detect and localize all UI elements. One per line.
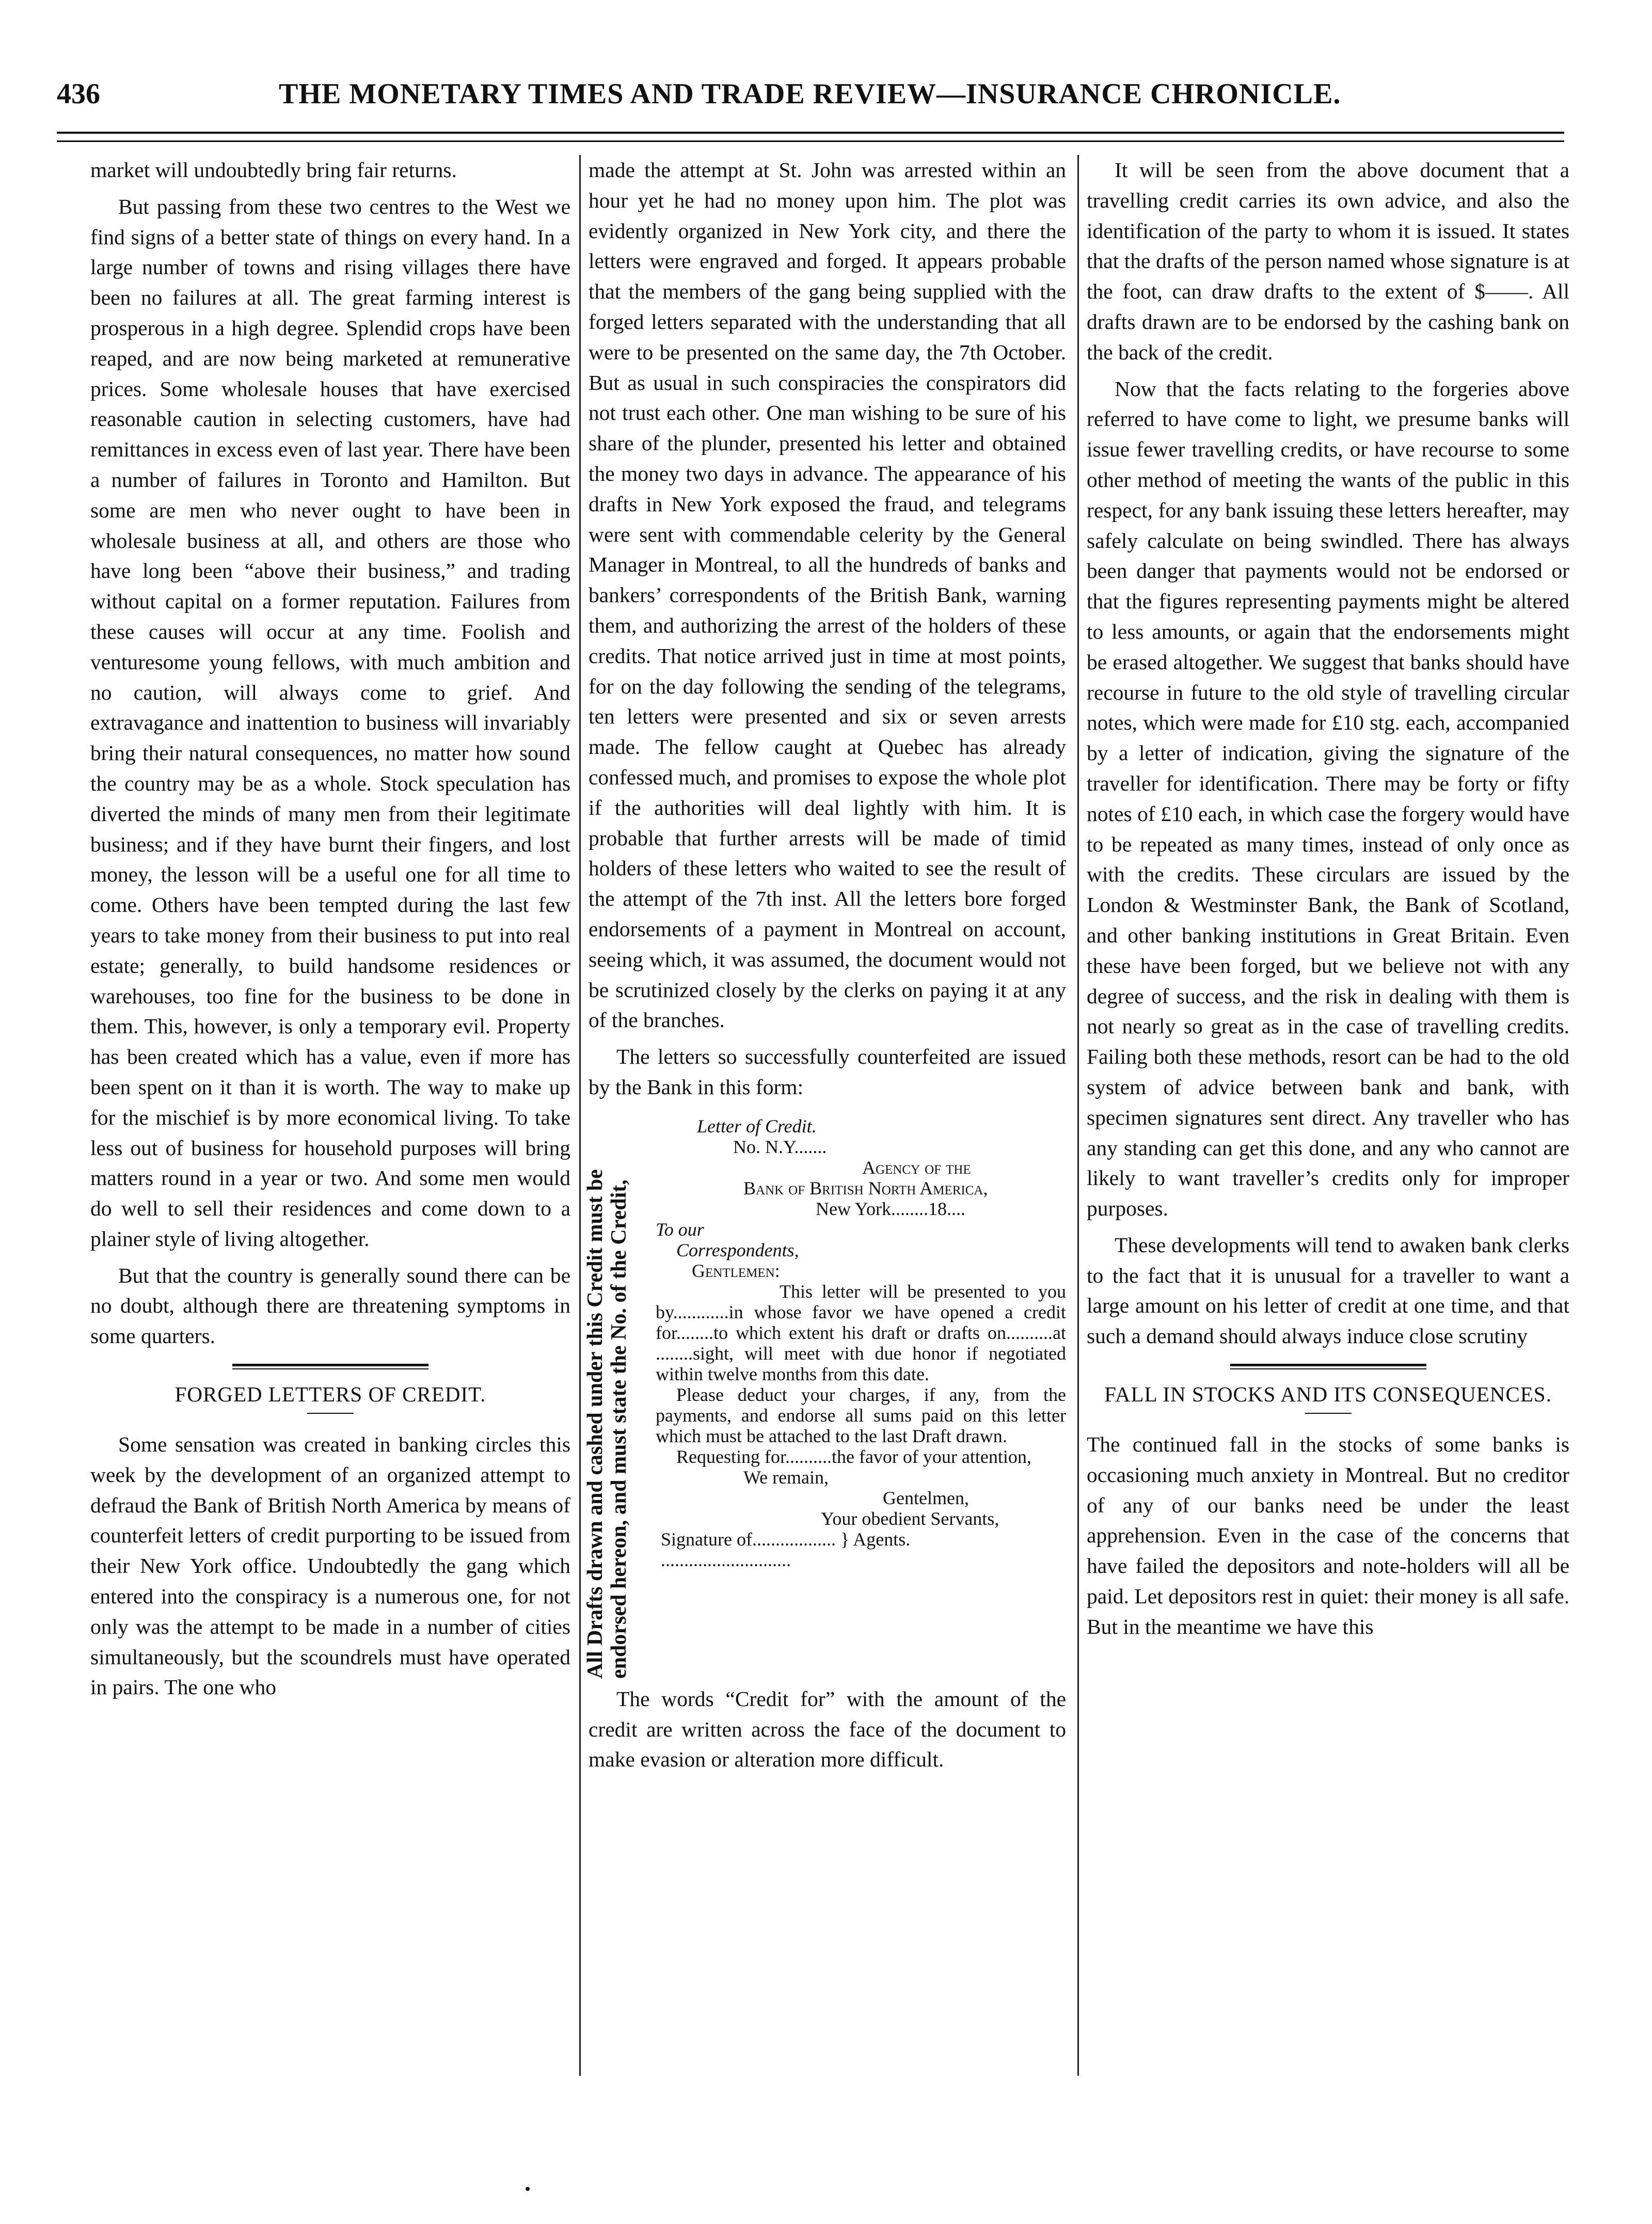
paragraph: These developments will tend to awaken bank clerks to the fact that it is unusual for a traveller to want a large amount on his letter of credit at one time, and that such a demand should always induce close scrutiny (1087, 1233, 1569, 1348)
article-heading: FALL IN STOCKS AND ITS CONSEQUENCES. (1104, 1382, 1552, 1407)
paragraph: Some sensation was created in banking circles this week by the development of an organized attempt to defraud the Bank of British North America by means of counterfeit letters of credit purporting to be issued from their New York office. Undoubtedly the gang which entered into the conspiracy is a numerous one, for not only was the attempt to be made in a number of cities simultaneously, but the scoundrels must have operated in pairs. The one who (90, 1432, 570, 1699)
form-agents-label: } Agents. (840, 1528, 911, 1550)
form-agency: Agency of the (862, 1157, 971, 1178)
column-2 (583, 155, 1066, 2076)
letter-of-credit-form (583, 1115, 1066, 1684)
form-closing: Your obedient Servants, (821, 1508, 999, 1529)
paragraph: It will be seen from the above document that a travelling credit carries its own advice, and also the identification of the party to whom it is issued. It states that the drafts of the person named whose signature is at the foot, can draw drafts to the extent of $——. All drafts drawn are to be endorsed by the cashing bank on the back of the credit. (1087, 158, 1569, 364)
form-paragraph: This letter will be presented to you by............in whose favor we have opened a credit for........to which extent his draft or drafts on..........at ........sight, will meet with due honor if negotiated within twelve months from this date. (656, 1281, 1066, 1384)
header-rule-thin (57, 140, 1564, 142)
form-signature-dots: ............................ (661, 1549, 791, 1570)
paragraph: The continued fall in the stocks of some banks is occasioning much anxiety in Montreal. But no creditor of any of our banks need be under the least apprehension. Even in the case of the concerns that have failed the depositors and note-holders will all be paid. Let depositors rest in quiet: their money is all safe. But in the meantime we have this (1087, 1432, 1569, 1638)
header-rule (57, 132, 1564, 134)
paragraph: But passing from these two centres to the West we find signs of a better state of things on every hand. In a large number of towns and rising villages there have been no failures at all. The great farming interest is prosperous in a high degree. Splendid crops have been reaped, and are now being marketed at remunerative prices. Some wholesale houses that have exercised reasonable caution in selecting customers, have had remittances in excess even of last year. There have been a number of failures in Toronto and Hamilton. But some are men who never ought to have been in wholesale business at all, and others are those who have long been “above their business,” and trading without capital on a former reputation. Failures from these causes will occur at any time. Foolish and venturesome young fellows, with much ambition and no caution, will always come to grief. And extravagance and inattention to business will invariably bring their natural consequences, no matter how sound the country may be as a whole. Stock speculation has diverted the minds of many men from their legitimate business; and if they have burnt their fingers, and lost money, the lesson will be a useful one for all time to come. Others have been tempted during the last few years to take money from their business to put into real estate; generally, to build handsome residences or warehouses, too fine for the business to be done in them. This, however, is only a temporary evil. Property has been created which has a value, even if more has been spent on it than it is worth. The way to make up for the mischief is by more economical living. To take less out of business for household purposes will bring matters round in a year or two. And some men would do well to sell their residences and come down to a plainer style of living altogether. (90, 194, 570, 1251)
form-number: No. N.Y....... (733, 1136, 827, 1157)
form-paragraph: Requesting for..........the favor of your attention, (676, 1446, 1031, 1467)
form-side-label: All Drafts drawn and cashed under this Credit must be endorsed hereon, and must state the No. of the Credit, (583, 1169, 631, 1679)
paragraph: Now that the facts relating to the forgeries above referred to have come to light, we presume banks will issue fewer travelling credits, or have recourse to some other method of meeting the wants of the public in this respect, for any bank issuing these letters hereafter, may safely calculate on being swindled. There has always been danger that payments would not be endorsed or that the figures representing payments might be altered to less amounts, or again that the endorsements might be erased altogether. We suggest that banks should have recourse in future to the old style of travelling circular notes, which were made for £10 stg. each, accompanied by a letter of indication, giving the signature of the traveller for identification. There may be forty or fifty notes of £10 each, in which case the forgery would have to be repeated as many times, instead of only once as with the credits. These circulars are issued by the London & Westminster Bank, the Bank of Scotland, and other banking institutions in Great Britain. Even these have been forged, but we believe not with any degree of success, and the risk in dealing with them is not nearly so great as in the case of travelling credits. Failing both these methods, resort can be had to the old system of advice between bank and bank, with specimen signatures sent direct. Any traveller who has any standing can get this done, and any who cannot are likely to want traveller’s credits only for improper purposes. (1087, 376, 1569, 1221)
form-salutation: Gentlemen: (692, 1260, 780, 1281)
page-title: THE MONETARY TIMES AND TRADE REVIEW—INSURANCE CHRONICLE. (279, 78, 1341, 110)
column-rule-right (1077, 155, 1079, 2076)
form-signature-line: Signature of.................. (661, 1528, 836, 1550)
form-closing: We remain, (743, 1466, 829, 1488)
form-correspondents: Correspondents, (676, 1239, 799, 1260)
column-rule-left (579, 155, 581, 2076)
form-title: Letter of Credit. (697, 1115, 817, 1137)
paragraph: The words “Credit for” with the amount of the credit are written across the face of the document to make evasion or alteration more difficult. (589, 1686, 1066, 1772)
column-3 (1087, 155, 1569, 2076)
form-to-our: To our (656, 1219, 704, 1240)
paragraph: But that the country is generally sound there can be no doubt, although there are threatening symptoms in some quarters. (90, 1263, 570, 1348)
paragraph: market will undoubtedly bring fair returns. (90, 158, 457, 182)
form-closing: Gentelmen, (883, 1487, 969, 1508)
column-1 (90, 155, 570, 2076)
form-signature (656, 1529, 1066, 1550)
page-dot (526, 2187, 530, 2191)
paragraph: made the attempt at St. John was arrested within an hour yet he had no money upon him. The plot was evidently organized in New York city, and there the letters were engraved and forged. It appears probable that the members of the gang being supplied with the forged letters separated with the understanding that all were to be presented on the same day, the 7th October. But as usual in such conspiracies the conspirators did not trust each other. One man wishing to be sure of his share of the plunder, presented his letter and obtained the money two days in advance. The appearance of his drafts in New York exposed the fraud, and telegrams were sent with commendable celerity by the General Manager in Montreal, to all the hundreds of banks and bankers’ correspondents of the British Bank, warning them, and authorizing the arrest of the holders of these credits. That notice arrived just in time at most points, for on the day following the sending of the telegrams, ten letters were presented and six or seven arrests made. The fellow caught at Quebec has already confessed much, and promises to expose the whole plot if the authorities will deal lightly with him. It is probable that further arrests will be made of timid holders of these letters who waited to see the result of the attempt of the 7th inst. All the letters bore forged endorsements of a payment in Montreal on account, seeing which, it was assumed, the document would not be scrutinized closely by the clerks on paying it at any of the branches. (589, 158, 1066, 1032)
heading-rule (1305, 1413, 1352, 1414)
form-bank: Bank of British North America, (743, 1177, 988, 1198)
form-side-text (583, 1121, 666, 1679)
page-number: 436 (57, 78, 100, 110)
heading-rule (307, 1413, 354, 1414)
section-divider (1230, 1364, 1426, 1369)
paragraph: The letters so successfully counterfeited are issued by the Bank in this form: (589, 1045, 1066, 1099)
form-city: New York........18.... (816, 1198, 966, 1219)
form-body (656, 1116, 1066, 1570)
section-divider (232, 1364, 428, 1369)
article-heading: FORGED LETTERS OF CREDIT. (174, 1382, 486, 1407)
form-paragraph: Please deduct your charges, if any, from the payments, and endorse all sums paid on this letter which must be attached to the last Draft drawn. (656, 1384, 1066, 1446)
